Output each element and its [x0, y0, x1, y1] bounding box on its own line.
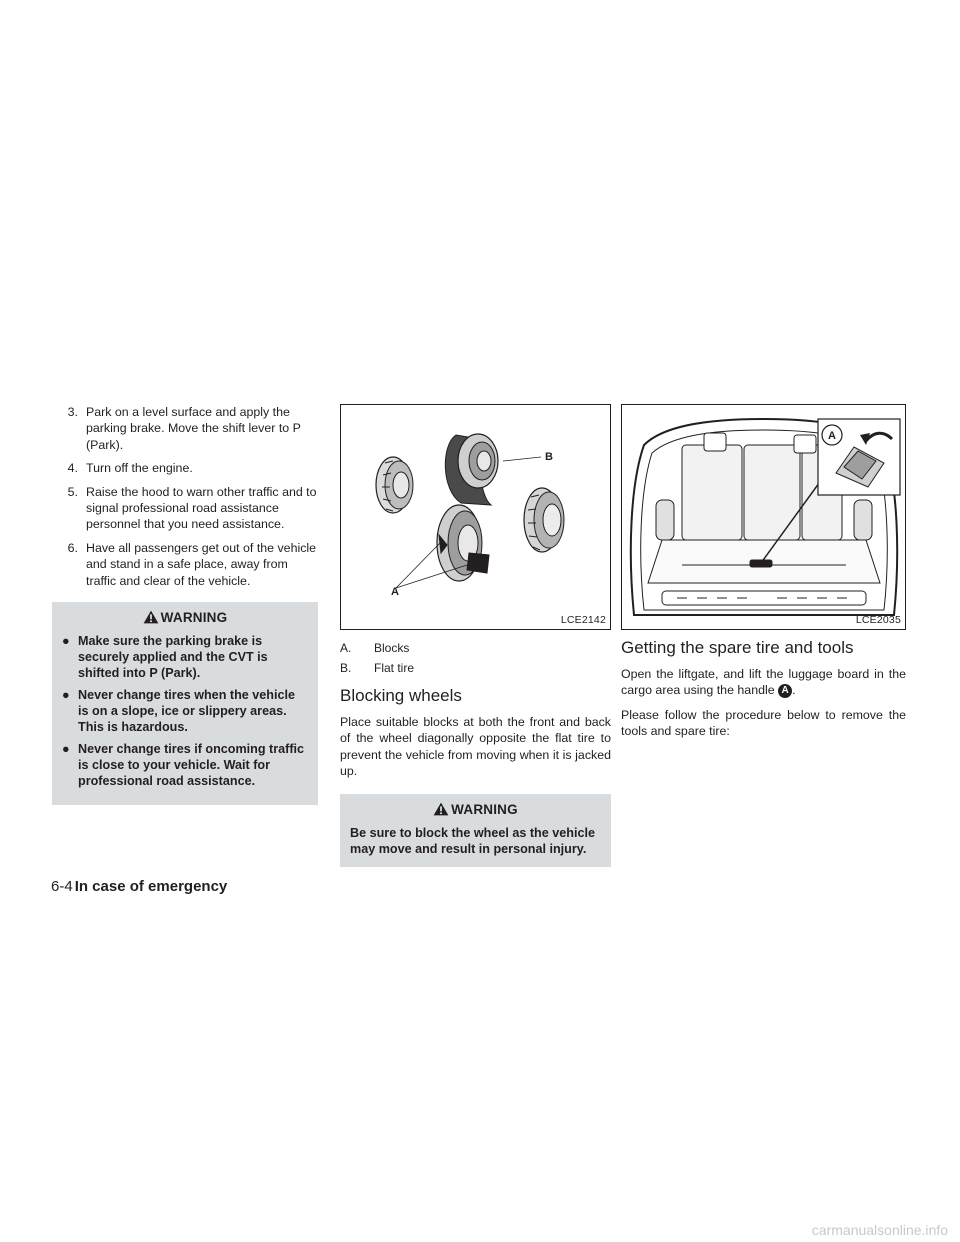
- middle-column: [340, 404, 611, 867]
- cargo-area-illustration: [621, 404, 906, 630]
- left-column: [52, 404, 318, 805]
- callout-a-icon: A: [778, 684, 792, 698]
- warning-box: [340, 794, 611, 867]
- tire-flat: [445, 434, 541, 505]
- warning-text: Be sure to block the wheel as the vehicle may move and result in personal injury.: [350, 825, 595, 856]
- figure-code: LCE2142: [560, 614, 606, 626]
- tire-left: [376, 457, 413, 513]
- section-title: In case of emergency: [74, 878, 228, 895]
- step-text: Have all passengers get out of the vehicle and stand in a safe place, away from traffic and clear of the vehicle.: [86, 540, 317, 588]
- legend-item: B. Flat tire: [340, 661, 415, 675]
- body-paragraph: Place suitable blocks at both the front and back of the wheel diagonally opposite the flat tire to prevent the vehicle from moving when it is jacked up.: [340, 715, 611, 779]
- procedure-steps: [52, 404, 318, 589]
- step-text: Park on a level surface and apply the parking brake. Move the shift lever to P (Park).: [86, 405, 301, 452]
- label-a: A: [391, 586, 399, 598]
- label-b: B: [545, 451, 553, 463]
- warning-item: ● Never change tires when the vehicle is on a slope, ice or slippery areas. This is hazardous.: [62, 688, 295, 735]
- right-column: [621, 404, 906, 748]
- figure-code: LCE2035: [855, 614, 901, 626]
- cargo-area-drawing: [622, 405, 905, 629]
- step-4: 4. Turn off the engine.: [67, 461, 193, 476]
- step-6: 6. Have all passengers get out of the vehicle and stand in a safe place, away from traffic and clear of the vehicle.: [67, 540, 317, 588]
- watermark: carmanualsonline.info: [811, 1222, 948, 1238]
- bullet-icon: ●: [62, 634, 70, 649]
- warning-heading: WARNING: [350, 802, 601, 817]
- step-3: 3. Park on a level surface and apply the parking brake. Move the shift lever to P (Park).: [67, 405, 301, 452]
- step-text: Raise the hood to warn other traffic and to signal professional road assistance personnel that you need assistance.: [86, 484, 317, 532]
- bullet-icon: ●: [62, 688, 70, 703]
- bullet-icon: ●: [62, 742, 70, 757]
- warning-box: [52, 602, 318, 805]
- section-heading: Blocking wheels: [340, 686, 462, 705]
- page-footer: [51, 878, 227, 895]
- body-paragraph: Please follow the procedure below to remove the tools and spare tire:: [621, 707, 906, 739]
- warning-triangle-icon: [433, 802, 449, 816]
- page-number: 6-4: [51, 878, 73, 895]
- legend-item: A. Blocks: [340, 641, 410, 655]
- section-heading: Getting the spare tire and tools: [621, 638, 854, 657]
- step-5: 5. Raise the hood to warn other traffic and to signal professional road assistance personnel that you need assistance.: [67, 484, 317, 532]
- warning-item: ● Never change tires if oncoming traffic is close to your vehicle. Wait for professional road assistance.: [62, 742, 305, 789]
- tire-right: [524, 488, 564, 552]
- step-text: Turn off the engine.: [86, 461, 193, 476]
- warning-heading: WARNING: [62, 610, 308, 625]
- warning-item: ● Make sure the parking brake is securely applied and the CVT is shifted into P (Park).: [62, 634, 268, 681]
- warning-triangle-icon: [143, 610, 159, 624]
- label-a: A: [828, 430, 836, 442]
- tires-and-blocks-drawing: [341, 405, 610, 629]
- warning-list: [62, 633, 308, 789]
- tire-blocked: [396, 505, 489, 588]
- body-paragraph: Open the liftgate, and lift the luggage board in the cargo area using the handle A .: [621, 667, 906, 698]
- wheel-blocks-illustration: [340, 404, 611, 630]
- figure-legend: [340, 640, 611, 676]
